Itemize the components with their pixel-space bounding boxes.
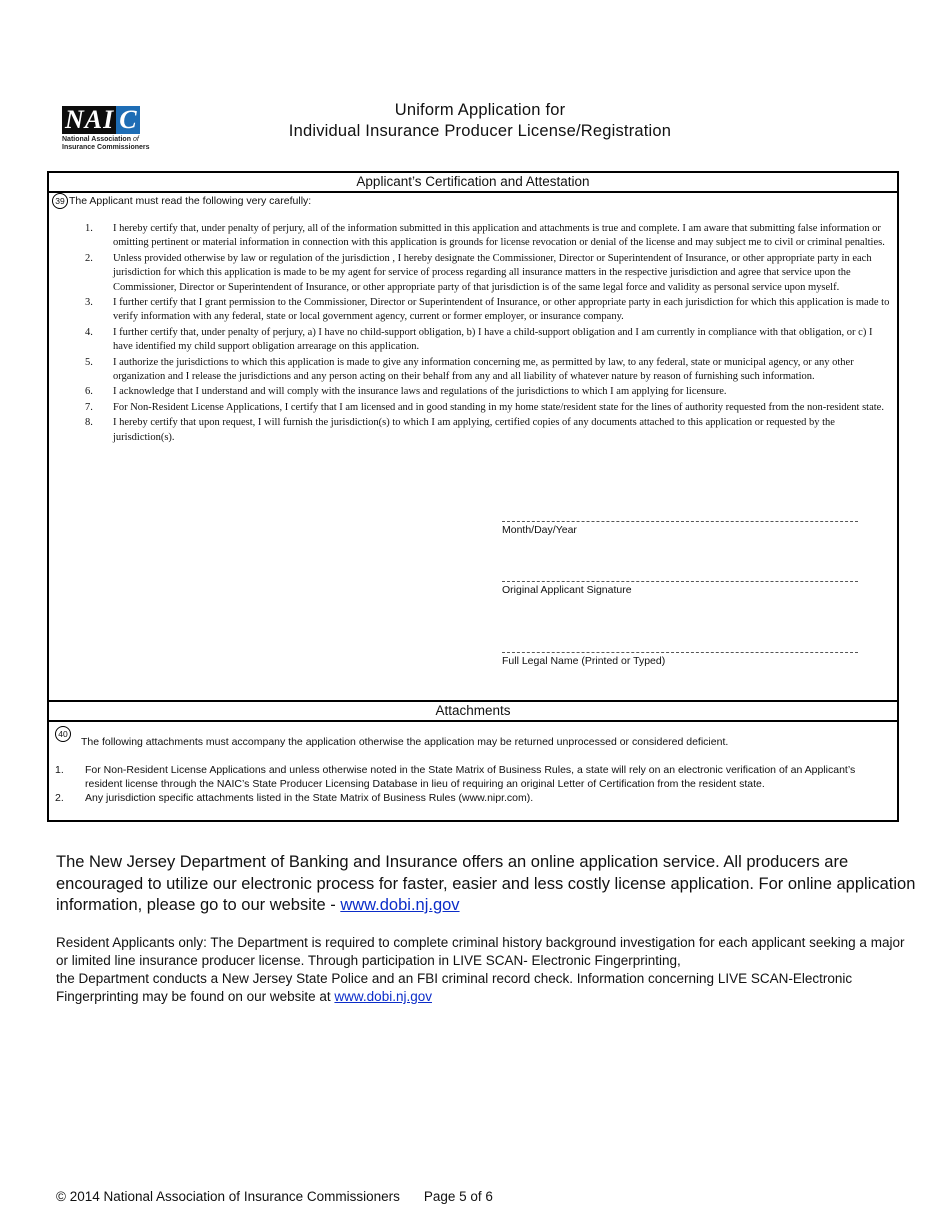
nj-online-application-note [56,852,916,917]
applicant-signature-line[interactable] [502,571,858,582]
item-number: 5. [85,356,93,368]
page-footer [56,1189,493,1204]
logo-subtitle [62,136,152,152]
attachments-intro: The following attachments must accompany the application otherwise the application may be returned unprocessed or considered deficient. [81,736,729,748]
item-text: Unless provided otherwise by law or regulation of the jurisdiction , I hereby designate the Commissioner, Director or Superintendent of Insurance, or other appropriate party in each jurisdiction for which this application is made to be my agent for service of process regarding all insurance matters in the respective jurisdiction and agree that service upon the Commissioner, Director or Superintendent of Insurance, or other appropriate party of that jurisdiction is of the same legal force and validity as personal service upon myself. [113,252,872,293]
item-text: For Non-Resident License Applications, I certify that I am licensed and in good standing in my home state/resident state for the lines of authority requested from the non-resident state. [113,401,884,413]
resident-note-line2: the Department conducts a New Jersey State Police and an FBI criminal record check. Information concerning LIVE SCAN-Electronic Fingerprinting may be found on our website at [56,971,853,1004]
logo-line3: Insurance Commissioners [62,144,150,151]
item-text: I acknowledge that I understand and will comply with the insurance laws and regulations of the jurisdictions to which I am applying for licensure. [113,386,727,398]
certification-attachments-box [47,171,899,822]
naic-logo-mark [62,106,152,134]
item-number: 7. [85,401,93,413]
attachment-item [55,763,891,791]
full-legal-name-field[interactable] [502,642,858,667]
item-text: I authorize the jurisdictions to which this application is made to give any information concerning me, as permitted by law, to any federal, state or municipal agency, or any other organization and I release the jurisdictions and any person acting on their behalf from any and all liability of whatever nature by reason of furnishing such information. [113,356,854,383]
full-legal-name-label: Full Legal Name (Printed or Typed) [502,655,666,667]
attachments-heading: Attachments [49,700,897,722]
logo-mark-left: NAI [62,106,116,134]
certification-item [85,385,891,399]
item-text: I further certify that, under penalty of perjury, a) I have no child-support obligation, b) I have a child-support obligation and I am currently in compliance with that obligation, or c) I have identified my child support obligation arrearage on this application. [113,326,873,353]
item-number: 1. [55,764,64,776]
item-text: Any jurisdiction specific attachments listed in the State Matrix of Business Rules (www.nipr.com). [85,792,534,804]
dobi-website-link-2[interactable]: www.dobi.nj.gov [334,989,432,1004]
title-line-1: Uniform Application for [394,101,566,119]
document-title [220,100,740,142]
applicant-signature-label: Original Applicant Signature [502,584,632,596]
certification-list [85,222,891,446]
item-number: 2. [55,792,64,804]
attachments-question [55,725,71,743]
certification-item [85,401,891,415]
certification-item [85,326,891,355]
item-text: For Non-Resident License Applications and unless otherwise noted in the State Matrix of Business Rules, a state will rely on an electronic verification of an Applicant’s resident license through the NAIC’s State Producer Licensing Database in lieu of requiring an original Letter of Certification from the resident state. [85,764,856,790]
attachments-list [55,763,891,805]
copyright-text: © 2014 National Association of Insurance Commissioners [56,1189,400,1204]
naic-logo [62,106,152,152]
certification-item [85,356,891,385]
dobi-website-link[interactable]: www.dobi.nj.gov [340,896,460,914]
certification-heading: Applicant’s Certification and Attestation [49,173,897,193]
date-signature-line[interactable] [502,511,858,522]
item-number: 8. [85,417,93,429]
certification-item [85,416,891,445]
page-number: Page 5 of 6 [423,1189,493,1204]
question-number-40: 40 [55,726,71,742]
resident-note-line1: Resident Applicants only: The Department is required to complete criminal history background investigation for each applicant seeking a major or limited line insurance producer license. Through participation in LIVE SCAN- Electronic Fingerprinting, [56,935,905,968]
logo-line2: of [132,136,139,143]
certification-intro [52,193,311,209]
item-number: 6. [85,386,93,398]
item-number: 4. [85,326,93,338]
resident-applicants-note [56,934,916,1006]
item-text: I hereby certify that upon request, I will furnish the jurisdiction(s) to which I am applying, certified copies of any documents attached to this application or requested by the jurisdiction(s). [113,417,835,443]
question-number-39: 39 [52,193,68,209]
nj-note-text: The New Jersey Department of Banking and Insurance offers an online application service. All producers are encouraged to utilize our electronic process for faster, easier and less costly license application. For online application information, please go to our website - [56,853,916,914]
item-number: 1. [85,223,93,234]
certification-intro-text: The Applicant must read the following very carefully: [69,195,312,207]
title-line-2: Individual Insurance Producer License/Registration [288,122,672,140]
item-number: 2. [85,252,93,264]
logo-mark-right: C [116,106,139,134]
date-label: Month/Day/Year [502,524,577,536]
item-text: I further certify that I grant permission to the Commissioner, Director or Superintendent of Insurance, or other appropriate party in each jurisdiction for which this application is made to verify information with any federal, state or local government agency, current or former employer, or insurance company. [113,297,890,323]
attachment-item [55,791,891,805]
item-text: I hereby certify that, under penalty of perjury, all of the information submitted in this application and attachments is true and complete. I am aware that submitting false information or omitting pertinent or material information in connection with this application is grounds for license revocation or denial of the license and may subject me to civil or criminal penalties. [113,223,885,249]
certification-item [85,296,891,325]
full-legal-name-line[interactable] [502,642,858,653]
item-number: 3. [85,297,93,309]
logo-line1: National Association [62,136,131,143]
date-signature-field[interactable] [502,511,858,536]
certification-item [85,222,891,251]
certification-item [85,252,891,295]
applicant-signature-field[interactable] [502,571,858,596]
